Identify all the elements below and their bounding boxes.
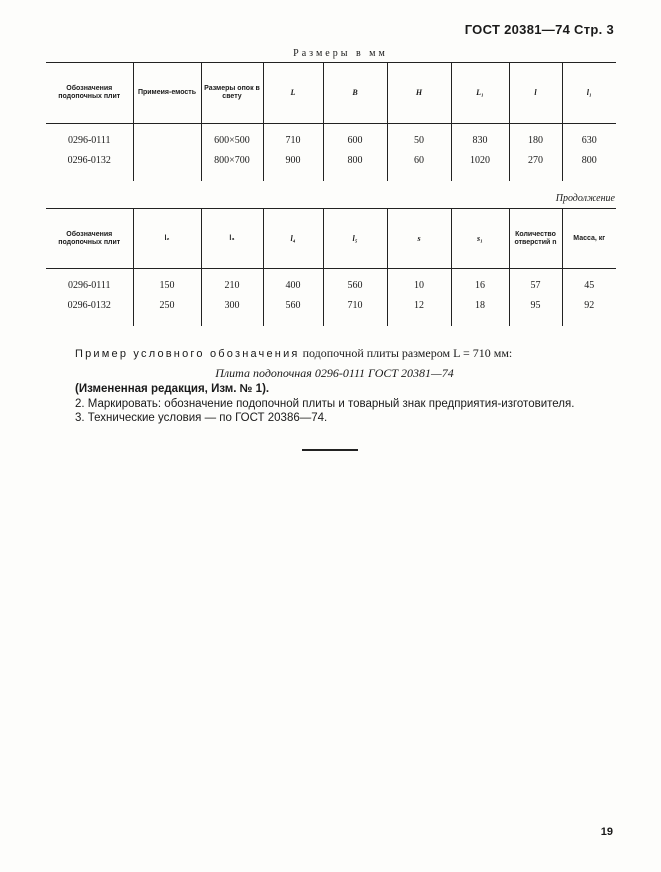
table-cell: 800×700 [201, 151, 263, 181]
document-header: ГОСТ 20381—74 Стр. 3 [464, 22, 614, 37]
table-cell: 300 [201, 296, 263, 326]
table-cell: 10 [387, 269, 451, 297]
table-row [46, 151, 616, 181]
table-cell: 400 [263, 269, 323, 297]
table-cell: 560 [323, 269, 387, 297]
table-row [46, 269, 616, 297]
table-cell: 45 [562, 269, 616, 297]
column-header: l₄ [263, 209, 323, 269]
example-line [75, 346, 512, 361]
table-cell: 210 [201, 269, 263, 297]
dimensions-table [46, 62, 616, 181]
table-cell: 1020 [451, 151, 509, 181]
table-cell: 12 [387, 296, 451, 326]
continuation-label: Продолжение [555, 193, 615, 204]
table-cell: 180 [509, 124, 562, 152]
table-row [46, 296, 616, 326]
column-header: Масса, кг [562, 209, 616, 269]
dimensions-table-continued [46, 208, 616, 326]
column-header: s [387, 209, 451, 269]
table-cell: 270 [509, 151, 562, 181]
table-cell: 800 [323, 151, 387, 181]
revision-note: (Измененная редакция, Изм. № 1). [75, 383, 270, 395]
units-caption: Размеры в мм [293, 48, 388, 59]
note-item-2: 2. Маркировать: обозначение подопочной плиты и товарный знак предприятия-изготовителя. [75, 398, 575, 410]
table-cell: 710 [323, 296, 387, 326]
table-cell: 830 [451, 124, 509, 152]
table-cell: 57 [509, 269, 562, 297]
table-cell: 630 [562, 124, 616, 152]
column-header: H [387, 63, 451, 124]
column-header: Размеры опок в свету [201, 63, 263, 124]
column-header: Обозначения подопочных плит [46, 63, 133, 124]
column-header: L₁ [451, 63, 509, 124]
table-cell: 560 [263, 296, 323, 326]
column-header: l [509, 63, 562, 124]
column-header: l₁ [562, 63, 616, 124]
column-header: l₂ [133, 209, 201, 269]
table-cell [133, 124, 201, 152]
end-rule [302, 449, 358, 451]
table-cell: 710 [263, 124, 323, 152]
column-header: l₃ [201, 209, 263, 269]
column-header: Примеия-емость [133, 63, 201, 124]
page-number: 19 [600, 826, 613, 838]
example-designation: Плита подопочная 0296-0111 ГОСТ 20381—74 [215, 366, 454, 380]
table-cell: 50 [387, 124, 451, 152]
table-cell: 92 [562, 296, 616, 326]
example-rest: подопочной плиты размером L = 710 мм: [302, 346, 513, 360]
column-header: L [263, 63, 323, 124]
table-header-row [46, 63, 616, 124]
table-cell: 18 [451, 296, 509, 326]
column-header: B [323, 63, 387, 124]
table-cell: 0296-0132 [67, 155, 111, 166]
table-cell: 600 [323, 124, 387, 152]
table-row [46, 124, 616, 152]
table-cell: 150 [133, 269, 201, 297]
table-cell: 800 [562, 151, 616, 181]
table-cell: 900 [263, 151, 323, 181]
column-header: l₅ [323, 209, 387, 269]
example-lead: Пример условного обозначения [75, 348, 300, 360]
table-cell: 0296-0111 [67, 280, 111, 291]
table-cell: 95 [509, 296, 562, 326]
column-header: Количество отверстий n [509, 209, 562, 269]
table-cell [133, 151, 201, 181]
table-cell: 600×500 [201, 124, 263, 152]
table-cell: 0296-0111 [67, 135, 111, 146]
table-cell: 250 [133, 296, 201, 326]
table-cell: 16 [451, 269, 509, 297]
table-header-row [46, 209, 616, 269]
note-item-3: 3. Технические условия — по ГОСТ 20386—74. [75, 412, 328, 424]
column-header: Обозначения подопочных плит [46, 209, 133, 269]
column-header: s₁ [451, 209, 509, 269]
table-cell: 60 [387, 151, 451, 181]
table-cell: 0296-0132 [67, 300, 111, 311]
